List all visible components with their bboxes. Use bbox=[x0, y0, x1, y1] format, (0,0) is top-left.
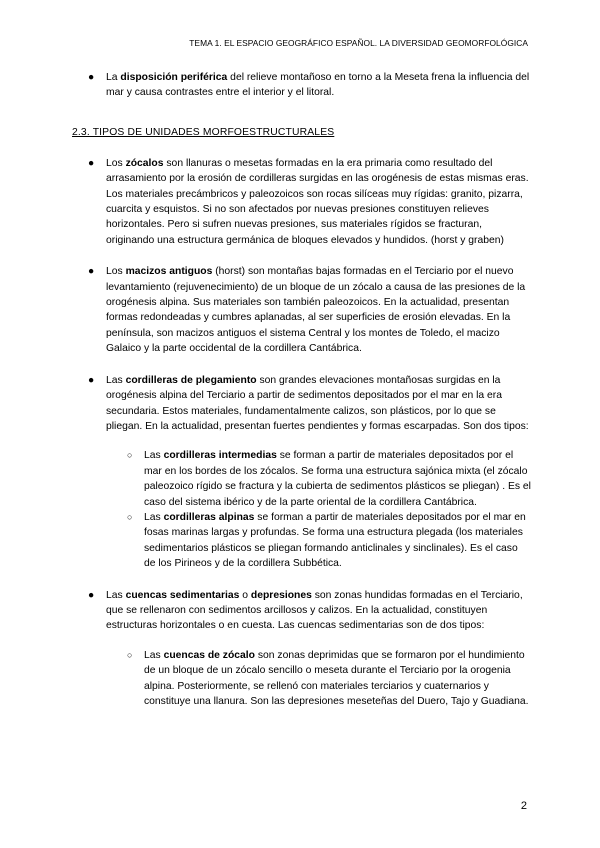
bullet-cordilleras bbox=[72, 373, 532, 435]
bold-term: macizos antiguos bbox=[125, 266, 213, 278]
text: Las bbox=[106, 589, 126, 601]
text: Los bbox=[106, 157, 126, 169]
circle-bullet-icon: ○ bbox=[127, 511, 133, 522]
text: son zonas hundidas formadas en el Terciario, que se rellenaron con sedimentos arcillosos y calizos. En la actualidad, constituyen estructuras horizontales o en cuesta. Las cuencas sedimentarias son de dos tipos: bbox=[106, 589, 523, 632]
page-header: TEMA 1. EL ESPACIO GEOGRÁFICO ESPAÑOL. LA DIVERSIDAD GEOMORFOLÓGICA bbox=[189, 38, 528, 48]
text: (horst) son montañas bajas formadas en el Terciario por el nuevo levantamiento (rejuvenecimiento) de un bloque de un zócalo a causa de las presiones de la orogénesis alpina. Sus materiales son también paleozoicos. En la actualidad, presentan formas redondeadas y cumbres aplanadas, al ser superficies de erosión elevadas. En la península, son macizos antiguos el sistema Central y los montes de Toledo, el macizo Galaico y la parte occidental de la cordillera Cantábrica. bbox=[106, 266, 526, 355]
intro-bullet bbox=[72, 70, 532, 101]
section-title: 2.3. TIPOS DE UNIDADES MORFOESTRUCTURALES bbox=[72, 126, 335, 138]
bold-term: cuencas de zócalo bbox=[163, 649, 255, 661]
text: Las bbox=[106, 374, 126, 386]
bold-term: cordilleras de plegamiento bbox=[125, 374, 257, 386]
text: son grandes elevaciones montañosas surgidas en la orogénesis alpina del Terciario a partir de sedimentos depositados por el mar en la era secundaria. Estos materiales, fundamentalmente calizos, son plásticos, por lo que se pliegan. En la actualidad, presentan fuertes pendientes y formas escarpadas. Son dos tipos: bbox=[106, 374, 529, 432]
text: se forman a partir de materiales depositados por el mar en fosas marinas largas y profundas. Se forma una estructura plegada (los materiales sedimentarios plásticos se pliegan formando anticlinales y sinclinales). Es el caso de los Pirineos y de la cordillera Subbética. bbox=[144, 511, 526, 570]
bold-term: depresiones bbox=[250, 589, 312, 601]
bullet-cuencas bbox=[72, 588, 532, 634]
bullet-icon: ● bbox=[88, 589, 95, 601]
text: Las bbox=[144, 450, 164, 462]
circle-bullet-icon: ○ bbox=[127, 649, 133, 660]
text: o bbox=[239, 589, 251, 601]
bold-term: cordilleras intermedias bbox=[163, 450, 277, 462]
text: Las bbox=[144, 649, 164, 661]
circle-bullet-icon: ○ bbox=[127, 450, 133, 461]
bullet-zocalos bbox=[72, 156, 532, 248]
text: La bbox=[106, 72, 121, 83]
bold-term: zócalos bbox=[125, 157, 164, 169]
subbullet-alpinas bbox=[72, 510, 532, 572]
text: Los bbox=[106, 266, 126, 278]
text: del relieve montañoso en torno a la Meseta frena la influencia del mar y causa contrastes entre el interior y el litoral. bbox=[106, 72, 530, 99]
bold-term: cordilleras alpinas bbox=[163, 511, 255, 523]
text: se forman a partir de materiales depositados por el mar en los bordes de los zócalos. Se forma una estructura sajónica mixta (el zócalo paleozoico rígido se fractura y la cubierta de sedimentos plásticos se pliegan) . Es el caso del sistema ibérico y de la parte oriental de la cordillera Cantábrica. bbox=[144, 450, 531, 508]
subbullet-cuencas-zocalo bbox=[72, 648, 532, 710]
bullet-icon: ● bbox=[88, 266, 95, 278]
bold-term: disposición periférica bbox=[120, 72, 228, 83]
bold-term: cuencas sedimentarias bbox=[125, 589, 240, 601]
text: son zonas deprimidas que se formaron por el hundimiento de un bloque de un zócalo sencillo o meseta durante el Terciario por la orogenia alpina. Posteriormente, se rellenó con materiales terciarios y cuaternarios y constituye una llanura. Son las depresiones meseteñas del Duero, Tajo y Guadiana. bbox=[144, 649, 529, 707]
page-number: 2 bbox=[520, 800, 527, 812]
bullet-icon: ● bbox=[88, 157, 95, 169]
text: Las bbox=[144, 511, 164, 523]
subbullet-intermedias bbox=[72, 448, 532, 510]
bullet-icon: ● bbox=[88, 374, 95, 386]
bullet-icon: ● bbox=[88, 72, 95, 83]
page-content bbox=[72, 70, 532, 709]
bullet-macizos bbox=[72, 264, 532, 356]
text: son llanuras o mesetas formadas en la era primaria como resultado del arrasamiento por la erosión de cordilleras surgidas en las orogénesis de estas mismas eras. Los materiales precámbricos y paleozoicos son rocas silíceas muy rígidas: granito, pizarra, cuarcita y esquistos. Si no son afectados por nuevas presiones constituyen relieves horizontales. Pero si sufren nuevas presiones, sus materiales rígidos se fracturan, originando una estructura germánica de bloques elevados y hundidos. (horst y graben) bbox=[106, 157, 529, 246]
